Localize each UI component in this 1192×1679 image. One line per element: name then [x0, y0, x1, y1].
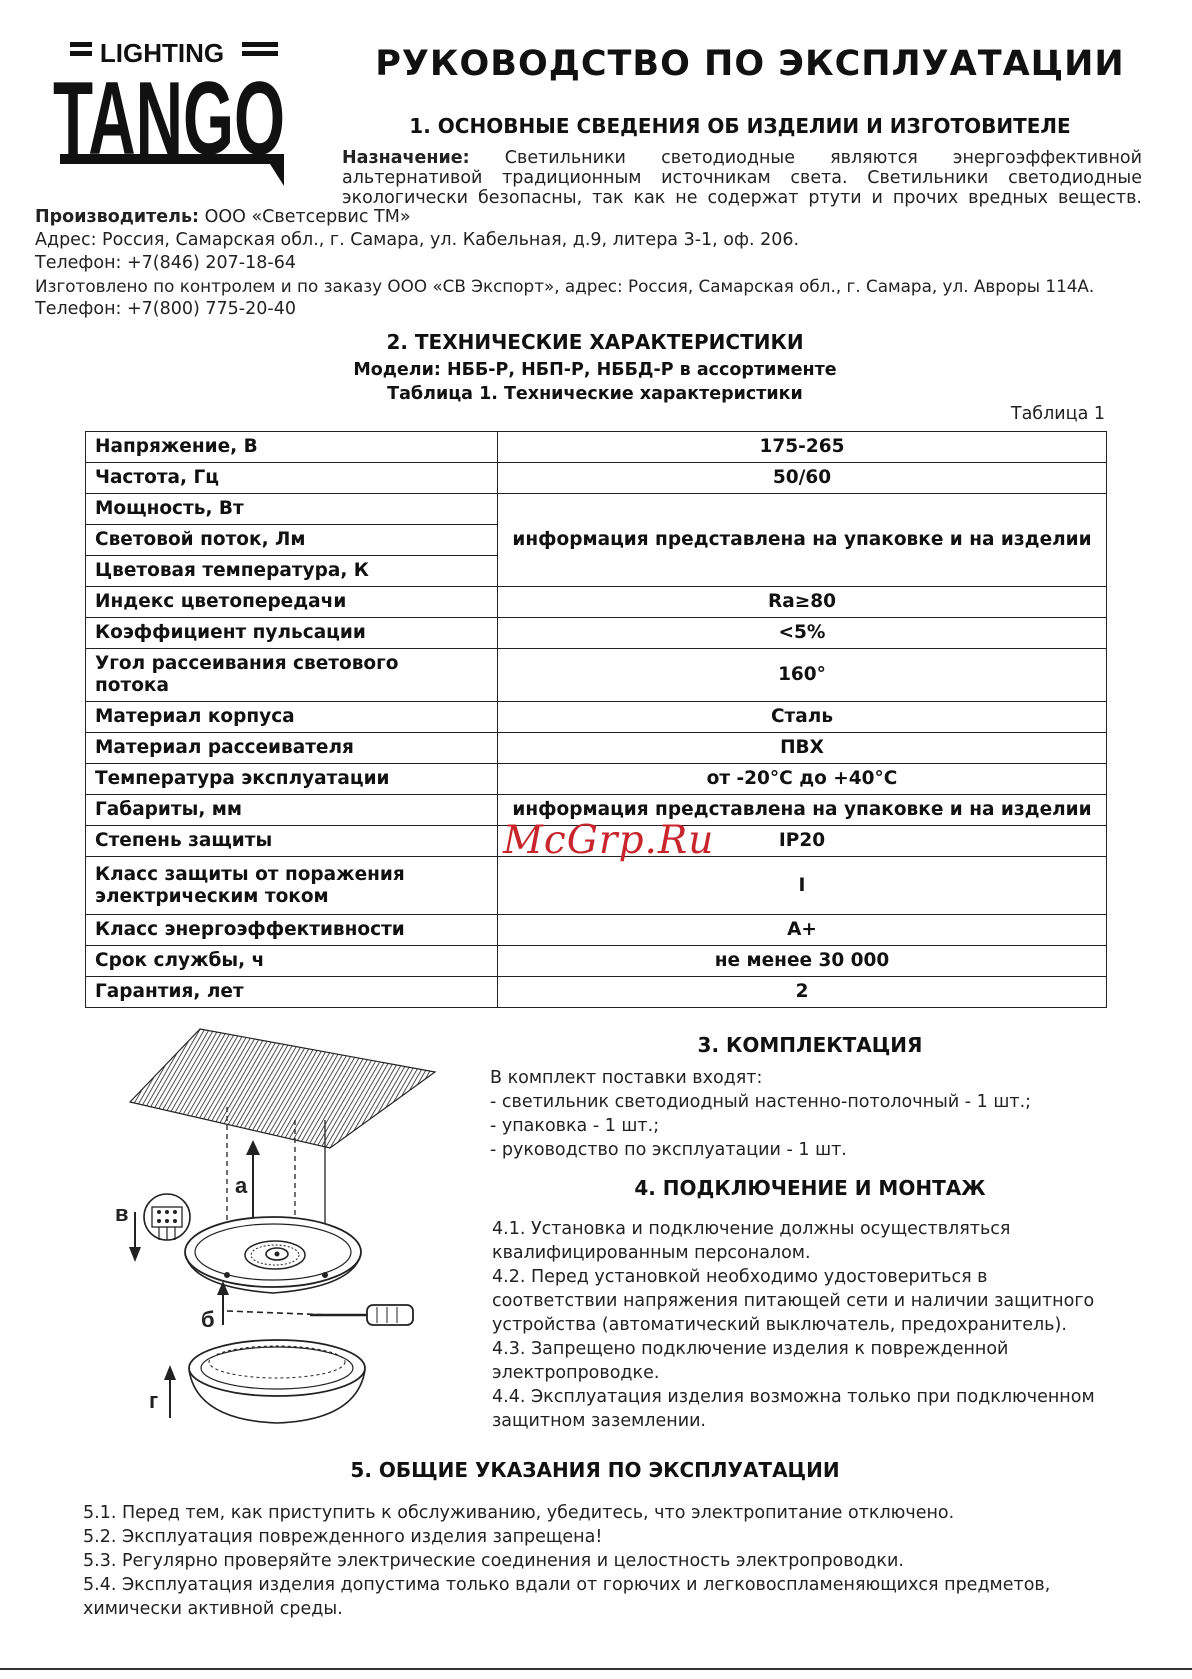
value-cell: 2: [498, 977, 1107, 1008]
text-line: 4.1. Установка и подключение должны осуществляться: [492, 1219, 1011, 1239]
value-cell: ПВХ: [498, 733, 1107, 764]
usage-text: [83, 1503, 1183, 1623]
text-line: 4.2. Перед установкой необходимо удостовериться в: [492, 1267, 988, 1287]
value-cell: от -20°С до +40°С: [498, 764, 1107, 795]
value-cell: А+: [498, 915, 1107, 946]
manufacturer-block: [35, 206, 1185, 321]
table-caption: Таблица 1. Технические характеристики: [387, 384, 803, 404]
text-line: защитном заземлении.: [492, 1411, 706, 1431]
table-row: [86, 915, 1107, 946]
label-a: а: [235, 1173, 248, 1198]
page-bottom-rule: [0, 1668, 1192, 1670]
section5-heading: 5. ОБЩИЕ УКАЗАНИЯ ПО ЭКСПЛУАТАЦИИ: [350, 1458, 840, 1482]
value-cell: Сталь: [498, 702, 1107, 733]
specs-table: [85, 431, 1107, 1008]
value-cell: <5%: [498, 618, 1107, 649]
value-cell: Ra≥80: [498, 587, 1107, 618]
text-line: 5.3. Регулярно проверяйте электрические соединения и целостность электропроводки.: [83, 1551, 904, 1571]
section3-heading: 3. КОМПЛЕКТАЦИЯ: [697, 1033, 923, 1057]
param-cell: Цветовая температура, К: [86, 556, 498, 587]
param-cell: Напряжение, В: [86, 432, 498, 463]
phone-text: Телефон: +7(800) 775-20-40: [35, 299, 296, 319]
table-row: [86, 494, 1107, 525]
diffuser: [189, 1340, 365, 1396]
purpose-block: [342, 148, 1142, 208]
param-cell: Срок службы, ч: [86, 946, 498, 977]
purpose-line: Светильники светодиодные являются энергоэффективной: [504, 148, 1142, 168]
param-cell: Габариты, мм: [86, 795, 498, 826]
table-row: [86, 618, 1107, 649]
brand-top-text: LIGHTING: [99, 38, 225, 68]
param-line: Класс защиты от поражения: [95, 863, 405, 885]
param-line: электрическим током: [95, 885, 329, 907]
text-line: химически активной среды.: [83, 1599, 343, 1619]
param-cell: Материал рассеивателя: [86, 733, 498, 764]
table-row: [86, 587, 1107, 618]
table-row: [86, 463, 1107, 494]
param-cell: Световой поток, Лм: [86, 525, 498, 556]
param-cell: [86, 857, 498, 915]
installation-diagram: [105, 1025, 445, 1425]
list-item: - светильник светодиодный настенно-потолочный - 1 шт.;: [490, 1092, 1032, 1112]
text-line: устройства (автоматический выключатель, предохранитель).: [492, 1315, 1067, 1335]
table-label: Таблица 1: [1010, 404, 1105, 424]
text-line: 5.4. Эксплуатация изделия допустима только вдали от горючих и легковоспламеняющихся предметов,: [83, 1575, 1051, 1595]
label-v: в: [115, 1201, 129, 1226]
value-cell: не менее 30 000: [498, 946, 1107, 977]
param-line: Угол рассеивания светового: [95, 653, 399, 674]
param-cell: Гарантия, лет: [86, 977, 498, 1008]
phone-text: Телефон: +7(846) 207-18-64: [35, 253, 296, 273]
installation-text: [492, 1219, 1172, 1435]
table-row: [86, 733, 1107, 764]
text-line: электропроводке.: [492, 1363, 660, 1383]
text-line: 5.1. Перед тем, как приступить к обслуживанию, убедитесь, что электропитание отключено.: [83, 1503, 955, 1523]
models-text: Модели: НББ-Р, НБП-Р, НББД-Р в ассортименте: [353, 360, 837, 380]
purpose-line: экологически безопасны, так как не содержат ртути и прочих вредных веществ.: [342, 188, 1142, 208]
table-row: [86, 857, 1107, 915]
param-cell: Температура эксплуатации: [86, 764, 498, 795]
purpose-line: альтернативой традиционным источникам света. Светильники светодиодные: [342, 168, 1142, 188]
param-cell: Частота, Гц: [86, 463, 498, 494]
text-line: 5.2. Эксплуатация поврежденного изделия запрещена!: [83, 1527, 603, 1547]
list-item: В комплект поставки входят:: [490, 1068, 763, 1088]
value-cell: 50/60: [498, 463, 1107, 494]
list-item: - упаковка - 1 шт.;: [490, 1116, 660, 1136]
param-cell: Индекс цветопередачи: [86, 587, 498, 618]
text-line: квалифицированным персоналом.: [492, 1243, 811, 1263]
value-cell: I: [498, 857, 1107, 915]
installation-diagram-svg: [105, 1025, 445, 1425]
param-cell: Класс энергоэффективности: [86, 915, 498, 946]
section4-heading: 4. ПОДКЛЮЧЕНИЕ И МОНТАЖ: [634, 1176, 986, 1200]
brand-main-text: TANGO: [53, 61, 285, 177]
page-title: РУКОВОДСТВО ПО ЭКСПЛУАТАЦИИ: [375, 44, 1125, 84]
address-text: Адрес: Россия, Самарская обл., г. Самара, ул. Кабельная, д.9, литера 3-1, оф. 206.: [35, 230, 800, 250]
param-cell: Материал корпуса: [86, 702, 498, 733]
table-row: [86, 977, 1107, 1008]
label-g: г: [149, 1388, 159, 1413]
manufacturer-label: Производитель:: [35, 207, 200, 227]
table-row: [86, 649, 1107, 702]
table-row: [86, 764, 1107, 795]
text-line: 4.4. Эксплуатация изделия возможна только при подключенном: [492, 1387, 1095, 1407]
value-cell: информация представлена на упаковке и на изделии: [498, 795, 1107, 826]
table-row: [86, 432, 1107, 463]
param-cell: [86, 649, 498, 702]
purpose-label: Назначение:: [342, 148, 470, 168]
text-line: соответствии напряжения питающей сети и наличии защитного: [492, 1291, 1095, 1311]
lamp-base: [185, 1217, 361, 1287]
param-cell: Степень защиты: [86, 826, 498, 857]
param-cell: Мощность, Вт: [86, 494, 498, 525]
text-line: 4.3. Запрещено подключение изделия к поврежденной: [492, 1339, 1009, 1359]
value-cell: 160°: [498, 649, 1107, 702]
label-b: б: [201, 1307, 215, 1332]
brand-logo: [52, 38, 298, 188]
value-cell: IP20: [498, 826, 1107, 857]
param-cell: Коэффициент пульсации: [86, 618, 498, 649]
watermark: McGrp.Ru: [503, 818, 715, 863]
package-list: [490, 1068, 1170, 1164]
table-row: [86, 702, 1107, 733]
manufacturer-name: ООО «Светсервис ТМ»: [204, 207, 411, 227]
ceiling-plate: [130, 1029, 435, 1148]
list-item: - руководство по эксплуатации - 1 шт.: [490, 1140, 847, 1160]
value-cell: 175-265: [498, 432, 1107, 463]
table-row: [86, 946, 1107, 977]
section2-heading: 2. ТЕХНИЧЕСКИЕ ХАРАКТЕРИСТИКИ: [386, 330, 804, 354]
param-line: потока: [95, 675, 169, 696]
made-by-text: Изготовлено по контролем и по заказу ООО «СВ Экспорт», адрес: Россия, Самарская обл., г. Самара, ул. Авроры 114А.: [35, 276, 1095, 296]
section1-heading: 1. ОСНОВНЫЕ СВЕДЕНИЯ ОБ ИЗДЕЛИИ И ИЗГОТОВИТЕЛЕ: [409, 114, 1071, 138]
merged-value-cell: информация представлена на упаковке и на изделии: [498, 494, 1107, 587]
